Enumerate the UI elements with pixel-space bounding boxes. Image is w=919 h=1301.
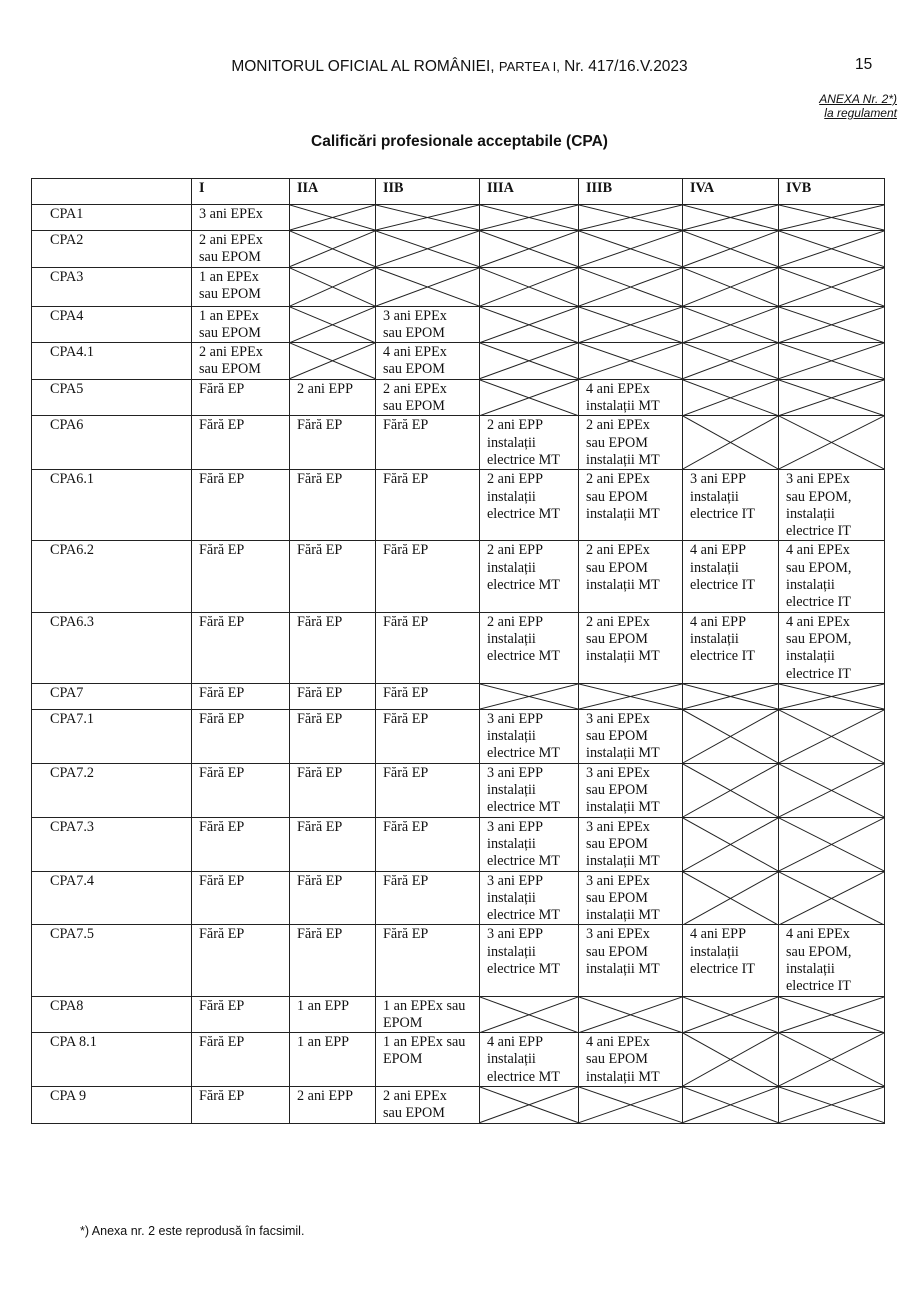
table-row [32,683,885,709]
table-cell: Fără EP [290,925,376,996]
cross-mark-icon [480,268,578,306]
table-cell: Fără EP [192,470,290,541]
table-cell: Fără EP [192,996,290,1033]
cross-mark-icon [779,1033,884,1086]
publication-part: PARTEA I, [498,59,560,74]
publication-issue: Nr. 417/16.V.2023 [564,58,688,75]
cross-mark-icon [779,205,884,230]
cross-mark-icon [779,684,884,709]
cross-mark-icon [683,205,778,230]
table-row [32,379,885,416]
cross-mark-icon [779,872,884,925]
page-title: Calificări profesionale acceptabile (CPA) [311,133,608,150]
table-cell: Fără EP [376,612,480,683]
cross-mark-icon [480,1087,578,1123]
table-row [32,763,885,817]
not-applicable-cell [683,1087,779,1124]
table-cell: Fără EP [376,925,480,996]
table-cell: 1 an EPEx sau EPOM [376,1033,480,1087]
table-cell: 2 ani EPEx sau EPOM [376,379,480,416]
cross-mark-icon [290,231,375,267]
not-applicable-cell [290,343,376,380]
not-applicable-cell [290,267,376,306]
cross-mark-icon [480,307,578,343]
page-number: 15 [855,56,873,73]
table-cell: 1 an EPP [290,996,376,1033]
cross-mark-icon [683,764,778,817]
not-applicable-cell [579,1087,683,1124]
table-cell: 4 ani EPEx sau EPOM, instalații electrice IT [779,612,885,683]
table-cell: 3 ani EPP instalații electrice MT [480,763,579,817]
cross-mark-icon [779,343,884,379]
table-row [32,817,885,871]
table-cell: 2 ani EPP [290,1087,376,1124]
table-cell: Fără EP [192,817,290,871]
table-cell: Fără EP [290,416,376,470]
cross-mark-icon [683,684,778,709]
table-row [32,612,885,683]
cross-mark-icon [779,997,884,1033]
not-applicable-cell [579,306,683,343]
table-cell: Fără EP [192,683,290,709]
row-label: CPA6.1 [32,470,192,541]
column-header: IIB [376,179,480,205]
annex-regulation: la regulament [824,106,897,120]
row-label: CPA6.2 [32,541,192,612]
cross-mark-icon [683,872,778,925]
table-cell: 3 ani EPEx sau EPOM instalații MT [579,817,683,871]
table-row [32,1033,885,1087]
table-cell: 2 ani EPEx sau EPOM instalații MT [579,612,683,683]
not-applicable-cell [683,306,779,343]
not-applicable-cell [779,683,885,709]
cross-mark-icon [779,416,884,469]
not-applicable-cell [779,871,885,925]
not-applicable-cell [683,996,779,1033]
table-cell: 2 ani EPEx sau EPOM instalații MT [579,470,683,541]
not-applicable-cell [683,379,779,416]
not-applicable-cell [683,763,779,817]
table-cell: Fără EP [290,709,376,763]
not-applicable-cell [579,683,683,709]
table-cell: 4 ani EPEx sau EPOM, instalații electrice IT [779,925,885,996]
not-applicable-cell [683,709,779,763]
table-cell: 3 ani EPEx sau EPOM instalații MT [579,871,683,925]
table-cell: 2 ani EPP [290,379,376,416]
not-applicable-cell [779,763,885,817]
table-cell: 3 ani EPEx sau EPOM instalații MT [579,925,683,996]
table-cell: 4 ani EPP instalații electrice IT [683,925,779,996]
row-label: CPA7.3 [32,817,192,871]
table-cell: 1 an EPEx sau EPOM [192,306,290,343]
row-label: CPA6.3 [32,612,192,683]
cross-mark-icon [683,307,778,343]
table-row [32,470,885,541]
footnote: *) Anexa nr. 2 este reprodusă în facsimil. [80,1224,305,1238]
cpa-table [31,178,885,1124]
not-applicable-cell [579,996,683,1033]
table-cell: Fără EP [290,612,376,683]
cross-mark-icon [579,997,682,1033]
not-applicable-cell [683,683,779,709]
not-applicable-cell [779,817,885,871]
row-label: CPA7.4 [32,871,192,925]
table-cell: 3 ani EPEx sau EPOM instalații MT [579,709,683,763]
table-cell: Fără EP [192,925,290,996]
table-cell: Fără EP [376,817,480,871]
table-row [32,541,885,612]
cross-mark-icon [683,380,778,416]
table-cell: 3 ani EPEx sau EPOM, instalații electrice IT [779,470,885,541]
table-cell: 2 ani EPEx sau EPOM [192,231,290,268]
table-cell: 4 ani EPP instalații electrice IT [683,612,779,683]
not-applicable-cell [683,231,779,268]
cross-mark-icon [683,268,778,306]
table-cell: 2 ani EPP instalații electrice MT [480,541,579,612]
not-applicable-cell [579,267,683,306]
row-label: CPA5 [32,379,192,416]
table-cell: 3 ani EPP instalații electrice MT [480,925,579,996]
cross-mark-icon [579,205,682,230]
not-applicable-cell [579,231,683,268]
cross-mark-icon [376,205,479,230]
table-cell: Fără EP [290,817,376,871]
row-label: CPA1 [32,205,192,231]
table-row [32,231,885,268]
table-cell: 2 ani EPP instalații electrice MT [480,416,579,470]
table-cell: Fără EP [376,709,480,763]
page-header [0,58,919,76]
table-cell: Fără EP [192,541,290,612]
publication-name: MONITORUL OFICIAL AL ROMÂNIEI, [231,58,495,75]
cross-mark-icon [290,343,375,379]
cross-mark-icon [683,1033,778,1086]
table-cell: Fără EP [192,871,290,925]
table-cell: 2 ani EPP instalații electrice MT [480,612,579,683]
table-row [32,343,885,380]
table-cell: Fără EP [376,541,480,612]
cross-mark-icon [579,343,682,379]
table-cell: 3 ani EPEx sau EPOM instalații MT [579,763,683,817]
cross-mark-icon [579,307,682,343]
table-row [32,416,885,470]
not-applicable-cell [779,709,885,763]
cross-mark-icon [290,205,375,230]
table-cell: 4 ani EPP instalații electrice MT [480,1033,579,1087]
table-cell: 2 ani EPEx sau EPOM instalații MT [579,541,683,612]
table-cell: 1 an EPEx sau EPOM [192,267,290,306]
not-applicable-cell [376,231,480,268]
not-applicable-cell [290,306,376,343]
not-applicable-cell [480,267,579,306]
not-applicable-cell [480,231,579,268]
not-applicable-cell [480,343,579,380]
not-applicable-cell [376,267,480,306]
column-header: IVA [683,179,779,205]
cross-mark-icon [683,416,778,469]
not-applicable-cell [376,205,480,231]
not-applicable-cell [779,343,885,380]
table-cell: 2 ani EPEx sau EPOM instalații MT [579,416,683,470]
table-cell: Fără EP [192,416,290,470]
not-applicable-cell [683,205,779,231]
cross-mark-icon [290,307,375,343]
table-cell: 3 ani EPP instalații electrice MT [480,709,579,763]
table-cell: 4 ani EPEx sau EPOM instalații MT [579,1033,683,1087]
table-cell: Fără EP [290,541,376,612]
table-row [32,205,885,231]
cross-mark-icon [579,268,682,306]
table-cell: 4 ani EPP instalații electrice IT [683,541,779,612]
cross-mark-icon [579,231,682,267]
not-applicable-cell [683,817,779,871]
annex-number: ANEXA Nr. 2*) [819,92,897,106]
table-row [32,996,885,1033]
table-cell: 3 ani EPEx [192,205,290,231]
not-applicable-cell [779,379,885,416]
cross-mark-icon [290,268,375,306]
table-cell: 3 ani EPP instalații electrice MT [480,817,579,871]
cross-mark-icon [376,231,479,267]
row-label: CPA4.1 [32,343,192,380]
not-applicable-cell [579,343,683,380]
table-row [32,871,885,925]
not-applicable-cell [480,683,579,709]
not-applicable-cell [290,205,376,231]
table-cell: 2 ani EPP instalații electrice MT [480,470,579,541]
table-cell: Fără EP [192,1087,290,1124]
table-cell: Fără EP [376,683,480,709]
table-cell: Fără EP [290,763,376,817]
row-label: CPA7.5 [32,925,192,996]
table-cell: 3 ani EPEx sau EPOM [376,306,480,343]
column-header: IIA [290,179,376,205]
table-row [32,925,885,996]
cross-mark-icon [779,710,884,763]
not-applicable-cell [779,1033,885,1087]
table-cell: 2 ani EPEx sau EPOM [376,1087,480,1124]
not-applicable-cell [779,306,885,343]
cross-mark-icon [683,1087,778,1123]
cross-mark-icon [779,764,884,817]
cross-mark-icon [779,231,884,267]
cross-mark-icon [683,710,778,763]
cross-mark-icon [683,818,778,871]
row-label: CPA2 [32,231,192,268]
row-label: CPA4 [32,306,192,343]
not-applicable-cell [779,205,885,231]
column-header: IVB [779,179,885,205]
row-label: CPA3 [32,267,192,306]
table-cell: Fără EP [290,470,376,541]
cross-mark-icon [579,1087,682,1123]
table-cell: Fără EP [192,612,290,683]
table-cell: Fără EP [376,470,480,541]
table-cell: 3 ani EPP instalații electrice IT [683,470,779,541]
not-applicable-cell [779,1087,885,1124]
cross-mark-icon [480,380,578,416]
table-cell: 1 an EPEx sau EPOM [376,996,480,1033]
row-label: CPA8 [32,996,192,1033]
cross-mark-icon [779,818,884,871]
not-applicable-cell [480,1087,579,1124]
table-cell: 2 ani EPEx sau EPOM [192,343,290,380]
cross-mark-icon [683,343,778,379]
not-applicable-cell [683,343,779,380]
table-cell: 4 ani EPEx instalații MT [579,379,683,416]
table-cell: 4 ani EPEx sau EPOM [376,343,480,380]
not-applicable-cell [480,379,579,416]
not-applicable-cell [290,231,376,268]
cross-mark-icon [779,1087,884,1123]
column-header: IIIA [480,179,579,205]
table-row [32,267,885,306]
cross-mark-icon [480,205,578,230]
not-applicable-cell [779,416,885,470]
not-applicable-cell [779,996,885,1033]
cross-mark-icon [480,997,578,1033]
table-cell: Fără EP [192,709,290,763]
column-header: I [192,179,290,205]
cross-mark-icon [480,684,578,709]
cross-mark-icon [779,307,884,343]
table-cell: 4 ani EPEx sau EPOM, instalații electrice IT [779,541,885,612]
not-applicable-cell [779,231,885,268]
cross-mark-icon [683,997,778,1033]
row-label: CPA7.1 [32,709,192,763]
not-applicable-cell [683,416,779,470]
column-header: IIIB [579,179,683,205]
table-row [32,306,885,343]
table-cell: Fără EP [376,763,480,817]
cross-mark-icon [480,231,578,267]
table-header-row [32,179,885,205]
cross-mark-icon [480,343,578,379]
not-applicable-cell [779,267,885,306]
table-cell: Fără EP [290,683,376,709]
not-applicable-cell [683,1033,779,1087]
table-cell: Fără EP [376,871,480,925]
row-label: CPA 9 [32,1087,192,1124]
table-cell: Fără EP [290,871,376,925]
row-label: CPA 8.1 [32,1033,192,1087]
table-row [32,1087,885,1124]
cross-mark-icon [579,684,682,709]
table-cell: Fără EP [192,379,290,416]
table-cell: Fără EP [192,763,290,817]
column-header [32,179,192,205]
row-label: CPA7 [32,683,192,709]
not-applicable-cell [480,996,579,1033]
cross-mark-icon [376,268,479,306]
table-cell: Fără EP [192,1033,290,1087]
table-cell: 3 ani EPP instalații electrice MT [480,871,579,925]
table-cell: Fără EP [376,416,480,470]
not-applicable-cell [480,306,579,343]
cross-mark-icon [779,380,884,416]
not-applicable-cell [579,205,683,231]
table-row [32,709,885,763]
cross-mark-icon [779,268,884,306]
cross-mark-icon [683,231,778,267]
table-cell: 1 an EPP [290,1033,376,1087]
annex-reference [819,92,897,120]
not-applicable-cell [480,205,579,231]
not-applicable-cell [683,871,779,925]
not-applicable-cell [683,267,779,306]
row-label: CPA6 [32,416,192,470]
row-label: CPA7.2 [32,763,192,817]
